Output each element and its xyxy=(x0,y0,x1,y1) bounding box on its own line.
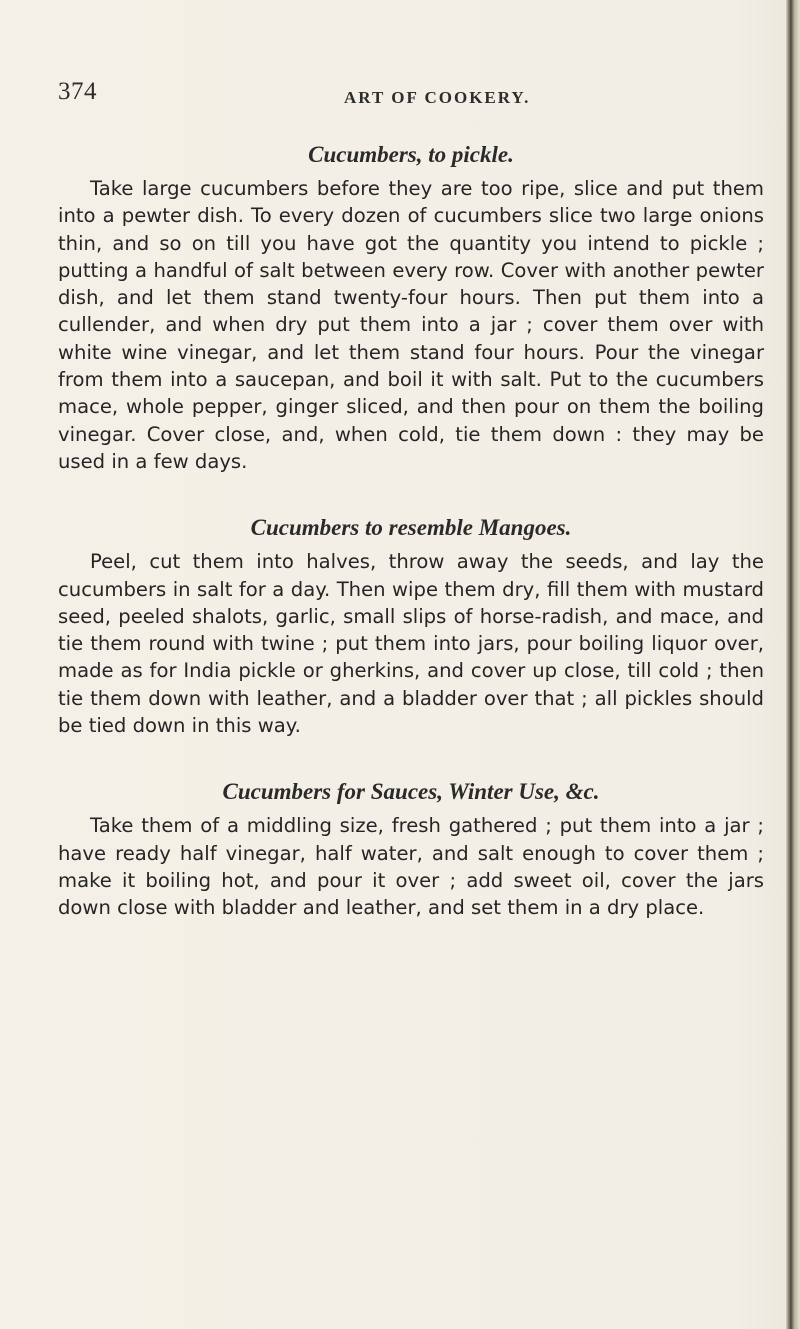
page-binding-edge xyxy=(786,0,800,1329)
recipe-body: Peel, cut them into halves, throw away the seeds, and lay the cucumbers in salt for a day. Then wipe them dry, fill them with mustard seed, peeled shalots, garlic, small slips of horse-radish, and mace, and tie them round with twine ; put them into jars, pour boiling liquor over, made as for India pickle or gherkins, and cover up close, till cold ; then tie them down with leather, and a bladder over that ; all pickles should be tied down in this way. xyxy=(58,550,764,738)
recipe-body: Take them of a middling size, fresh gathered ; put them into a jar ; have ready half vinegar, half water, and salt enough to cover them ; make it boiling hot, and pour it over ; add sweet oil, cover the jars down close with bladder and leather, and set them in a dry place. xyxy=(58,814,764,920)
recipe-title: Cucumbers, to pickle. xyxy=(308,142,514,167)
recipe-cucumbers-to-resemble-mangoes xyxy=(58,513,764,739)
recipe-title: Cucumbers to resemble Mangoes. xyxy=(250,515,572,541)
running-head xyxy=(58,74,758,114)
recipe-title: Cucumbers for Sauces, Winter Use, &c. xyxy=(222,779,600,805)
recipe-cucumbers-to-pickle xyxy=(58,140,764,475)
recipe-cucumbers-for-sauces xyxy=(58,777,764,921)
running-title: ART OF COOKERY. xyxy=(344,88,531,107)
page-content xyxy=(58,140,764,922)
page-number: 374 xyxy=(58,78,97,105)
recipe-body: Take large cucumbers before they are too ripe, slice and put them into a pewter dish. To every dozen of cucumbers slice two large onions thin, and so on till you have got the quantity you intend to pickle ; putting a handful of salt between every row. Cover with another pewter dish, and let them stand twenty-four hours. Then put them into a cullender, and when dry put them into a jar ; cover them over with white wine vinegar, and let them stand four hours. Pour the vinegar from them into a saucepan, and boil it with salt. Put to the cucumbers mace, whole pepper, ginger sliced, and then pour on them the boiling vinegar. Cover close, and, when cold, tie them down : they may be used in a few days. xyxy=(58,177,764,473)
